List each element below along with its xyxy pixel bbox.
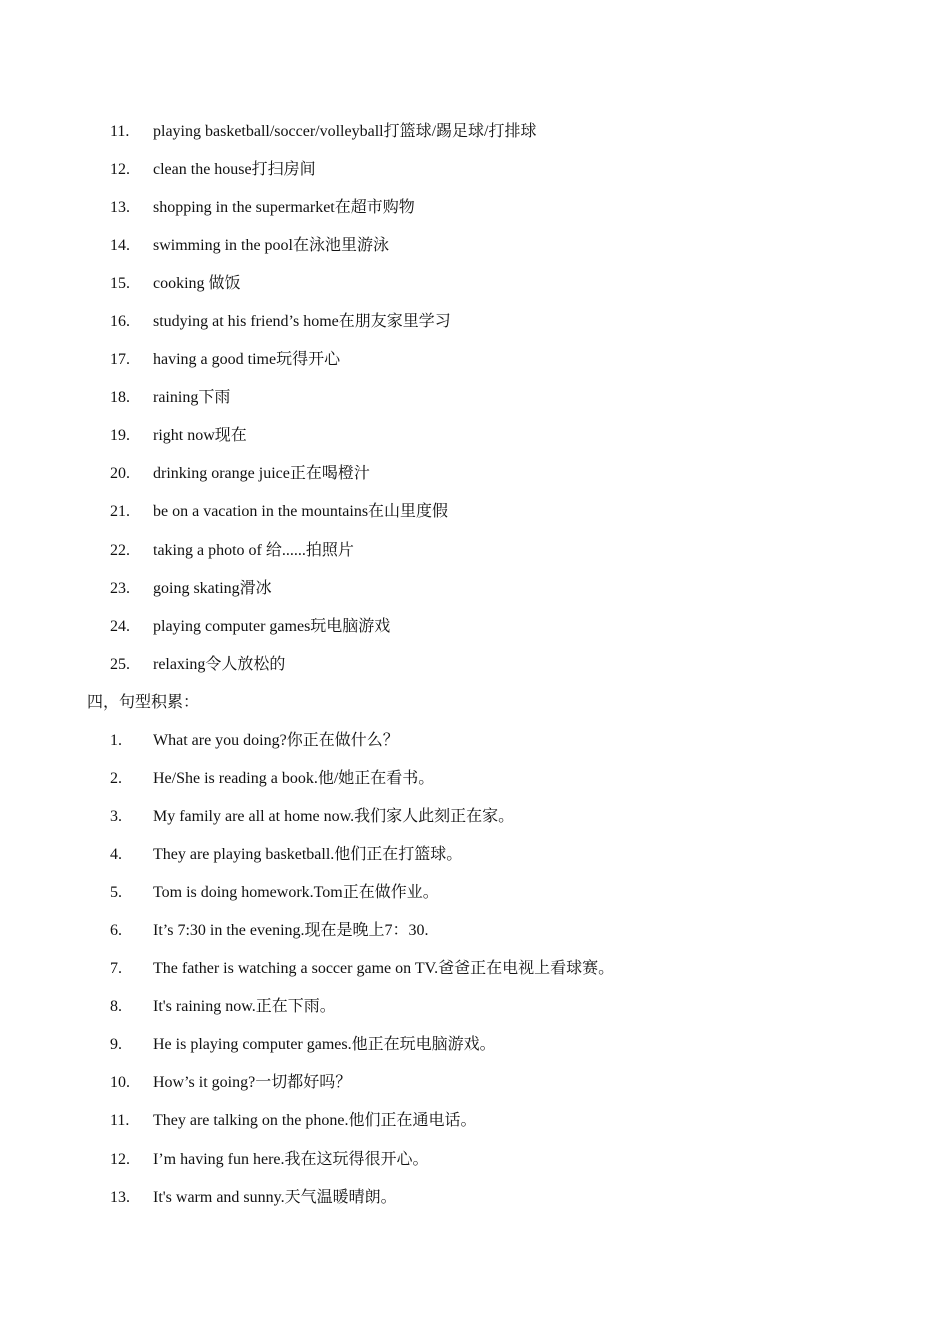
item-text: raining下雨: [153, 389, 231, 407]
item-text: right now现在: [153, 427, 247, 445]
item-number: 11.: [110, 123, 130, 140]
item-text: shopping in the supermarket在超市购物: [153, 199, 415, 217]
item-number: 13.: [110, 1188, 130, 1206]
list-item: [0, 988, 950, 1026]
item-text: relaxing令人放松的: [153, 655, 286, 673]
list-item: [0, 113, 950, 151]
section-heading: 四，句型积累：: [87, 694, 200, 711]
item-number: 6.: [110, 922, 122, 940]
vocabulary-list: [0, 113, 950, 684]
list-item: [0, 151, 950, 189]
item-text: be on a vacation in the mountains在山里度假: [153, 503, 449, 521]
item-text: swimming in the pool在泳池里游泳: [153, 237, 390, 255]
item-number: 22.: [110, 541, 130, 559]
item-text: playing basketball/soccer/volleyball打篮球/踢足球/打排球: [153, 123, 537, 140]
list-item: [0, 1026, 950, 1064]
item-number: 2.: [110, 770, 122, 788]
item-text: He/She is reading a book.他/她正在看书。: [153, 770, 435, 788]
list-item: [0, 836, 950, 874]
item-number: 16.: [110, 313, 130, 331]
item-text: going skating滑冰: [153, 579, 272, 597]
item-number: 13.: [110, 199, 130, 217]
item-text: It's warm and sunny.天气温暖晴朗。: [153, 1188, 397, 1206]
item-number: 25.: [110, 655, 130, 673]
item-number: 4.: [110, 846, 122, 864]
item-number: 12.: [110, 1150, 130, 1168]
item-text: drinking orange juice正在喝橙汁: [153, 465, 370, 483]
list-item: [0, 417, 950, 455]
list-item: [0, 608, 950, 646]
list-item: [0, 760, 950, 798]
list-item: [0, 303, 950, 341]
item-text: What are you doing?你正在做什么？: [153, 732, 399, 749]
item-number: 10.: [110, 1074, 130, 1092]
list-item: [0, 798, 950, 836]
item-text: The father is watching a soccer game on TV.爸爸正在电视上看球赛。: [153, 960, 615, 978]
item-number: 5.: [110, 884, 122, 902]
list-item: [0, 912, 950, 950]
list-item: [0, 1141, 950, 1179]
item-number: 9.: [110, 1036, 122, 1054]
item-text: He is playing computer games.他正在玩电脑游戏。: [153, 1036, 496, 1054]
list-item: [0, 455, 950, 493]
item-number: 24.: [110, 617, 130, 635]
item-number: 12.: [110, 161, 130, 179]
item-number: 8.: [110, 998, 122, 1016]
item-text: clean the house打扫房间: [153, 161, 316, 179]
item-text: It’s 7:30 in the evening.现在是晚上7：30.: [153, 922, 429, 940]
item-number: 17.: [110, 351, 130, 369]
item-number: 23.: [110, 579, 130, 597]
list-item: [0, 570, 950, 608]
item-number: 3.: [110, 808, 122, 826]
item-text: My family are all at home now.我们家人此刻正在家。: [153, 808, 515, 826]
item-text: I’m having fun here.我在这玩得很开心。: [153, 1150, 429, 1168]
item-number: 7.: [110, 960, 122, 978]
item-text: They are talking on the phone.他们正在通电话。: [153, 1112, 477, 1130]
item-number: 14.: [110, 237, 130, 255]
list-item: [0, 1102, 950, 1140]
list-item: [0, 950, 950, 988]
list-item: [0, 493, 950, 531]
item-text: having a good time玩得开心: [153, 351, 341, 369]
sentence-list: [0, 722, 950, 1217]
list-item: [0, 646, 950, 684]
item-number: 1.: [110, 732, 122, 749]
item-text: Tom is doing homework.Tom正在做作业。: [153, 884, 439, 902]
list-item: [0, 874, 950, 912]
list-item: [0, 227, 950, 265]
list-item: [0, 379, 950, 417]
list-item: [0, 1064, 950, 1102]
item-text: playing computer games玩电脑游戏: [153, 617, 391, 635]
item-number: 21.: [110, 503, 130, 521]
item-text: They are playing basketball.他们正在打篮球。: [153, 846, 463, 864]
list-item: [0, 189, 950, 227]
item-text: studying at his friend’s home在朋友家里学习: [153, 313, 451, 331]
item-number: 20.: [110, 465, 130, 483]
item-text: cooking 做饭: [153, 275, 241, 293]
list-item: [0, 532, 950, 570]
item-number: 19.: [110, 427, 130, 445]
item-number: 11.: [110, 1112, 130, 1130]
list-item: [0, 1179, 950, 1217]
item-number: 18.: [110, 389, 130, 407]
item-number: 15.: [110, 275, 130, 293]
item-text: taking a photo of 给......拍照片: [153, 541, 354, 559]
list-item: [0, 265, 950, 303]
item-text: How’s it going?一切都好吗？: [153, 1074, 352, 1092]
list-item: [0, 341, 950, 379]
list-item: [0, 722, 950, 760]
item-text: It's raining now.正在下雨。: [153, 998, 336, 1016]
